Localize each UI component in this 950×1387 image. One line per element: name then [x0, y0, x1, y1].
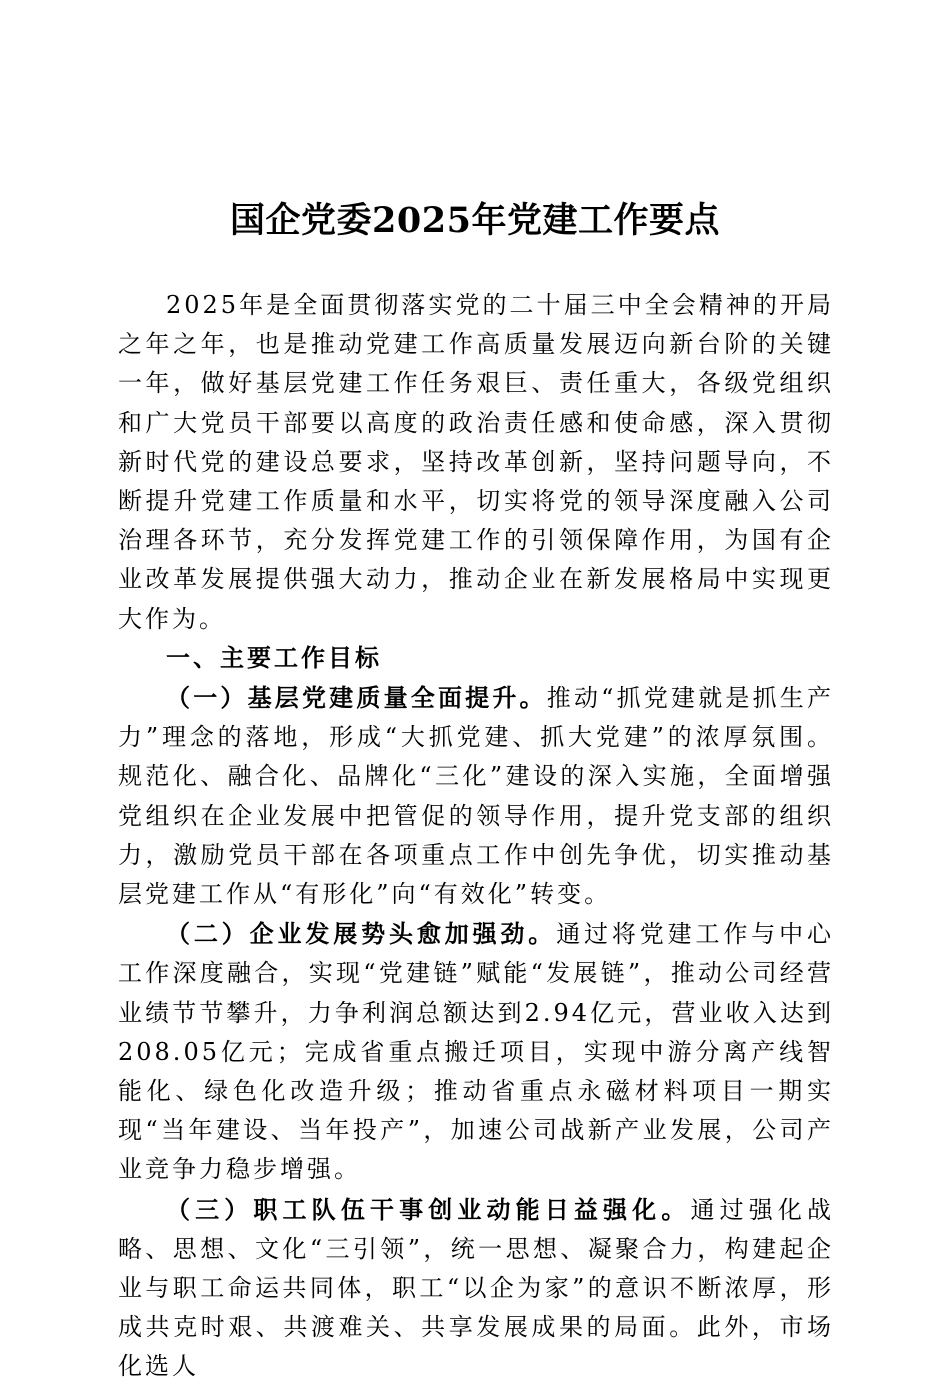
- goal-item-3-lead: （三）职工队伍干事创业动能日益强化。: [166, 1194, 691, 1224]
- goal-item-2-lead: （二）企业发展势头愈加强劲。: [166, 919, 557, 949]
- goal-item-3: [118, 1190, 834, 1387]
- document-title: 国企党委2025年党建工作要点: [230, 200, 720, 241]
- goal-item-1-text: 推动“抓党建就是抓生产力”理念的落地，形成“大抓党建、抓大党建”的浓厚氛围。规范化、融合化、品牌化“三化”建设的深入实施，全面增强党组织在企业发展中把管促的领导作用，提升党支部的组织力，激励党员干部在各项重点工作中创先争优，切实推动基层党建工作从“有形化”向“有效化”转变。: [118, 684, 835, 909]
- goal-item-3-text: 通过强化战略、思想、文化“三引领”，统一思想、凝聚合力，构建起企业与职工命运共同体，职工“以企为家”的意识不断浓厚，形成共克时艰、共渡难关、共享发展成果的局面。此外，市场化选人: [118, 1195, 834, 1381]
- goal-item-1: [118, 678, 834, 914]
- section-heading-main-goals: 一、主要工作目标: [166, 643, 382, 672]
- goal-item-2-text: 通过将党建工作与中心工作深度融合，实现“党建链”赋能“发展链”，推动公司经营业绩节节攀升，力争利润总额达到2.94亿元，营业收入达到208.05亿元；完成省重点搬迁项目，实现中游分离产线智能化、绿色化改造升级；推动省重点永磁材料项目一期实现“当年建设、当年投产”，加速公司战新产业发展，公司产业竞争力稳步增强。: [118, 920, 835, 1184]
- goal-item-2: [118, 914, 834, 1189]
- intro-paragraph: 2025年是全面贯彻落实党的二十届三中全会精神的开局之年之年，也是推动党建工作高质量发展迈向新台阶的关键一年，做好基层党建工作任务艰巨、责任重大，各级党组织和广大党员干部要以高度的政治责任感和使命感，深入贯彻新时代党的建设总要求，坚持改革创新，坚持问题导向，不断提升党建工作质量和水平，切实将党的领导深度融入公司治理各环节，充分发挥党建工作的引领保障作用，为国有企业改革发展提供强大动力，推动企业在新发展格局中实现更大作为。: [118, 291, 834, 633]
- document-body: [118, 286, 834, 1387]
- goal-item-1-lead: （一）基层党建质量全面提升。: [166, 683, 547, 713]
